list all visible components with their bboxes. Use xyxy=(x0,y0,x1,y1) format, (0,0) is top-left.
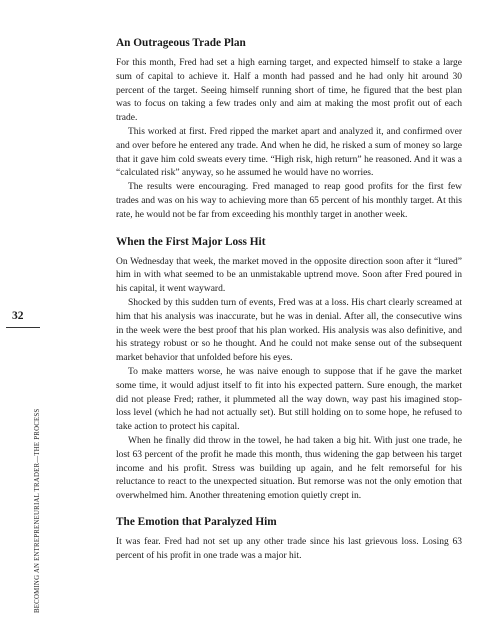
paragraph: The results were encouraging. Fred managed to reap good profits for the first few trades and was on his way to achieving more than 65 percent of his monthly target. At this rate, he would not be far from exceeding his monthly target in another week. xyxy=(116,182,462,220)
section-heading: When the First Major Loss Hit xyxy=(116,235,266,248)
paragraph: It was fear. Fred had not set up any other trade since his last grievous loss. Losing 63 percent of his profit in one trade was a major hit. xyxy=(116,536,462,561)
paragraph: When he finally did throw in the towel, he had taken a big hit. With just one trade, he lost 63 percent of the profit he made this month, thus widening the gap between his target income and his profit. Stress was building up again, and he felt remorseful for his reluctance to react to the unexpected situation. But remorse was not the only emotion that overwhelmed him. Another threatening emotion quietly crept in. xyxy=(116,435,462,502)
body-text xyxy=(116,36,462,564)
section-outrageous-trade-plan xyxy=(116,36,462,223)
paragraph: To make matters worse, he was naive enough to suppose that if he gave the market some time, it would adjust itself to fit into his expected pattern. Sure enough, the market did not please Fred; rather, it plummeted all the way down, way past his imagined stop-loss level (which he had not actually set). But still holding on to some hope, he refused to take action to protect his capital. xyxy=(116,366,462,433)
section-heading: The Emotion that Paralyzed Him xyxy=(116,515,277,528)
section-first-major-loss xyxy=(116,235,462,504)
paragraph: On Wednesday that week, the market moved in the opposite direction soon after it “lured” him in with what seemed to be an unmistakable uptrend move. Soon after Fred poured in his capital, it went wayward. xyxy=(116,256,462,295)
paragraph: This worked at first. Fred ripped the market apart and analyzed it, and confirmed over and over before he entered any trade. And when he did, he risked a sum of money so large that it gave him cold sweats every time. “High risk, high return” he reasoned. And it was a “calculated risk” anyway, so he assumed he would have no worries. xyxy=(116,126,462,179)
paragraph: Shocked by this sudden turn of events, Fred was at a loss. His chart clearly screamed at him that his analysis was inaccurate, but he was in denial. After all, the consecutive wins in the week were the best proof that his plan worked. His analysis was also definitive, and his strategy robust or so he thought. And he could not make sense out of the subsequent market behavior that unfolded before his eyes. xyxy=(116,297,462,364)
paragraph: For this month, Fred had set a high earning target, and expected himself to stake a large sum of capital to achieve it. Half a month had passed and he had only hit around 30 percent of the target. Seeing himself running short of time, he figured that the best plan was to focus on taking a few trades only and aim at making the most profit out of each trade. xyxy=(116,58,462,124)
section-emotion-paralyzed xyxy=(116,515,462,564)
running-head: BECOMING AN ENTREPRENEURIAL TRADER—THE PROCESS xyxy=(34,408,41,613)
section-heading: An Outrageous Trade Plan xyxy=(116,37,246,49)
margin-rule xyxy=(6,327,40,328)
page-number: 32 xyxy=(12,310,24,322)
